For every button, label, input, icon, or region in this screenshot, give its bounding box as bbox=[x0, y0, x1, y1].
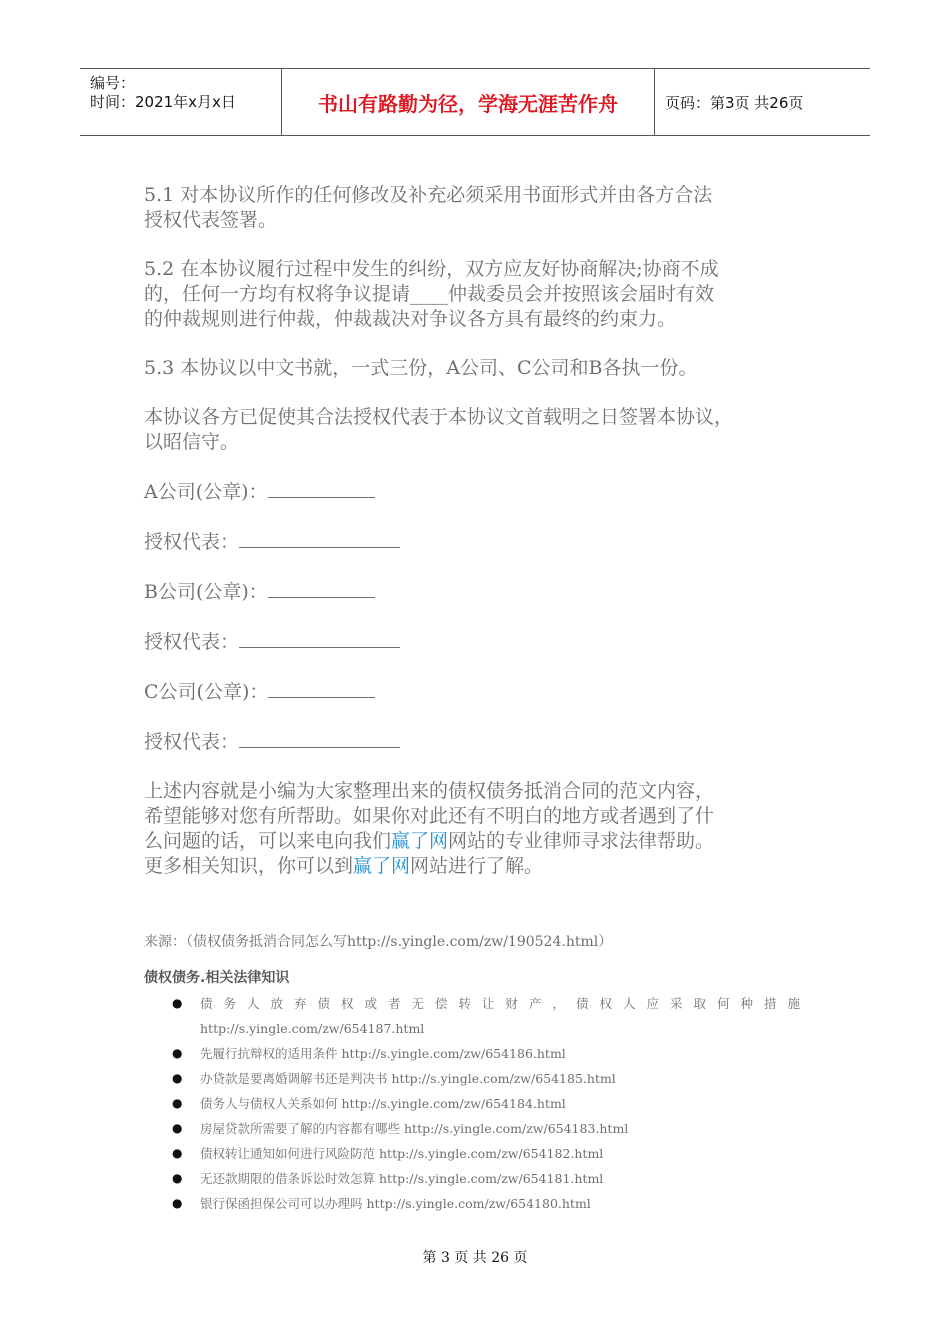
bullet-icon: ● bbox=[172, 1096, 183, 1110]
signature-label: 授权代表： bbox=[144, 531, 240, 553]
signature-label: C公司(公章)： bbox=[144, 681, 269, 703]
text-line: 的仲裁规则进行仲裁，仲裁裁决对争议各方具有最终的约束力。 bbox=[144, 308, 677, 330]
text-line: 以昭信守。 bbox=[144, 431, 240, 453]
list-item[interactable] bbox=[172, 1091, 812, 1116]
related-item-url[interactable]: http://s.yingle.com/zw/654180.html bbox=[366, 1196, 591, 1211]
related-item-text: 债权转让通知如何进行风险防范 bbox=[200, 1146, 376, 1161]
signature-rep-b bbox=[144, 629, 804, 654]
page-footer: 第 3 页 共 26 页 bbox=[422, 1250, 528, 1266]
related-item-url[interactable]: http://s.yingle.com/zw/654182.html bbox=[379, 1146, 604, 1161]
signature-rep-c bbox=[144, 729, 804, 754]
signature-blank[interactable] bbox=[239, 629, 400, 648]
header-time: 时间：2021年x月x日 bbox=[90, 93, 236, 111]
related-item-url[interactable]: http://s.yingle.com/zw/654186.html bbox=[341, 1046, 566, 1061]
related-item-text: 银行保函担保公司可以办理吗 bbox=[200, 1196, 363, 1211]
yingle-link[interactable]: 赢了网 bbox=[391, 830, 449, 852]
related-item-text: 债务人与债权人关系如何 bbox=[200, 1096, 338, 1111]
related-item-url[interactable]: http://s.yingle.com/zw/654183.html bbox=[404, 1121, 629, 1136]
signature-label: B公司(公章)： bbox=[144, 581, 268, 603]
bullet-icon: ● bbox=[172, 1196, 183, 1210]
list-item[interactable] bbox=[172, 1041, 812, 1066]
text-line bbox=[144, 854, 804, 879]
related-item-url[interactable]: http://s.yingle.com/zw/654184.html bbox=[341, 1096, 566, 1111]
signature-blank[interactable] bbox=[239, 529, 400, 548]
signature-label: 授权代表： bbox=[144, 731, 240, 753]
related-item-text: 房屋贷款所需要了解的内容都有哪些 bbox=[200, 1121, 401, 1136]
signature-company-c bbox=[144, 679, 804, 704]
bullet-icon: ● bbox=[172, 1071, 183, 1085]
text-line: 5.2 在本协议履行过程中发生的纠纷，双方应友好协商解决;协商不成 bbox=[144, 258, 719, 280]
bullet-icon: ● bbox=[172, 1046, 183, 1060]
list-item[interactable] bbox=[172, 1166, 812, 1191]
related-item-url[interactable]: http://s.yingle.com/zw/654181.html bbox=[379, 1171, 604, 1186]
list-item[interactable] bbox=[172, 1191, 812, 1216]
related-item-text: 办贷款是要离婚调解书还是判决书 bbox=[200, 1071, 388, 1086]
bullet-icon: ● bbox=[172, 996, 183, 1010]
text-line: 上述内容就是小编为大家整理出来的债权债务抵消合同的范文内容， bbox=[144, 780, 715, 802]
header-motto: 书山有路勤为径，学海无涯苦作舟 bbox=[282, 69, 655, 135]
signature-label: A公司(公章)： bbox=[144, 481, 268, 503]
text-line: 授权代表签署。 bbox=[144, 209, 278, 231]
clause-5-1 bbox=[144, 183, 804, 233]
related-title: 债权债务.相关法律知识 bbox=[144, 970, 290, 986]
signature-blank[interactable] bbox=[268, 479, 375, 498]
list-item[interactable] bbox=[172, 1116, 812, 1141]
page-header bbox=[80, 68, 870, 136]
text-line: 希望能够对您有所帮助。如果你对此还有不明白的地方或者遇到了什 bbox=[144, 805, 715, 827]
related-item-text: 债务人放弃债权或者无偿转让财产，债权人应采取何种措施 bbox=[200, 996, 812, 1011]
document-body bbox=[144, 183, 804, 903]
witness-paragraph bbox=[144, 405, 804, 455]
list-item[interactable] bbox=[172, 1141, 812, 1166]
related-list bbox=[172, 991, 812, 1216]
signature-blank[interactable] bbox=[268, 579, 375, 598]
outro-paragraph bbox=[144, 779, 804, 879]
source-line: 来源：（债权债务抵消合同怎么写http://s.yingle.com/zw/190524.html） bbox=[144, 934, 613, 950]
header-page-info: 页码：第3页 共26页 bbox=[665, 93, 804, 112]
clause-5-2 bbox=[144, 257, 804, 332]
signature-blank[interactable] bbox=[268, 679, 375, 698]
text-fragment: 更多相关知识，你可以到 bbox=[144, 855, 354, 877]
yingle-link[interactable]: 赢了网 bbox=[353, 855, 411, 877]
text-line: 的，任何一方均有权将争议提请____仲裁委员会并按照该会届时有效 bbox=[144, 283, 715, 305]
header-number: 编号： bbox=[90, 74, 136, 92]
list-item[interactable] bbox=[172, 991, 812, 1041]
bullet-icon: ● bbox=[172, 1171, 183, 1185]
signature-label: 授权代表： bbox=[144, 631, 240, 653]
related-item-text: 先履行抗辩权的适用条件 bbox=[200, 1046, 338, 1061]
text-fragment: 网站进行了解。 bbox=[410, 855, 544, 877]
related-item-url[interactable]: http://s.yingle.com/zw/654185.html bbox=[391, 1071, 616, 1086]
text-line: 5.3 本协议以中文书就，一式三份，A公司、C公司和B各执一份。 bbox=[144, 357, 698, 379]
related-item-url[interactable]: http://s.yingle.com/zw/654187.html bbox=[200, 1021, 425, 1036]
text-line bbox=[144, 829, 804, 854]
text-fragment: 么问题的话，可以来电向我们 bbox=[144, 830, 392, 852]
bullet-icon: ● bbox=[172, 1121, 183, 1135]
header-meta bbox=[80, 69, 282, 135]
text-line: 5.1 对本协议所作的任何修改及补充必须采用书面形式并由各方合法 bbox=[144, 184, 713, 206]
bullet-icon: ● bbox=[172, 1146, 183, 1160]
clause-5-3 bbox=[144, 356, 804, 381]
text-line: 本协议各方已促使其合法授权代表于本协议文首载明之日签署本协议， bbox=[144, 406, 734, 428]
signature-blank[interactable] bbox=[239, 729, 400, 748]
related-item-text: 无还款期限的借条诉讼时效怎算 bbox=[200, 1171, 376, 1186]
text-fragment: 网站的专业律师寻求法律帮助。 bbox=[448, 830, 715, 852]
signature-company-a bbox=[144, 479, 804, 504]
signature-rep-a bbox=[144, 529, 804, 554]
signature-company-b bbox=[144, 579, 804, 604]
list-item[interactable] bbox=[172, 1066, 812, 1091]
